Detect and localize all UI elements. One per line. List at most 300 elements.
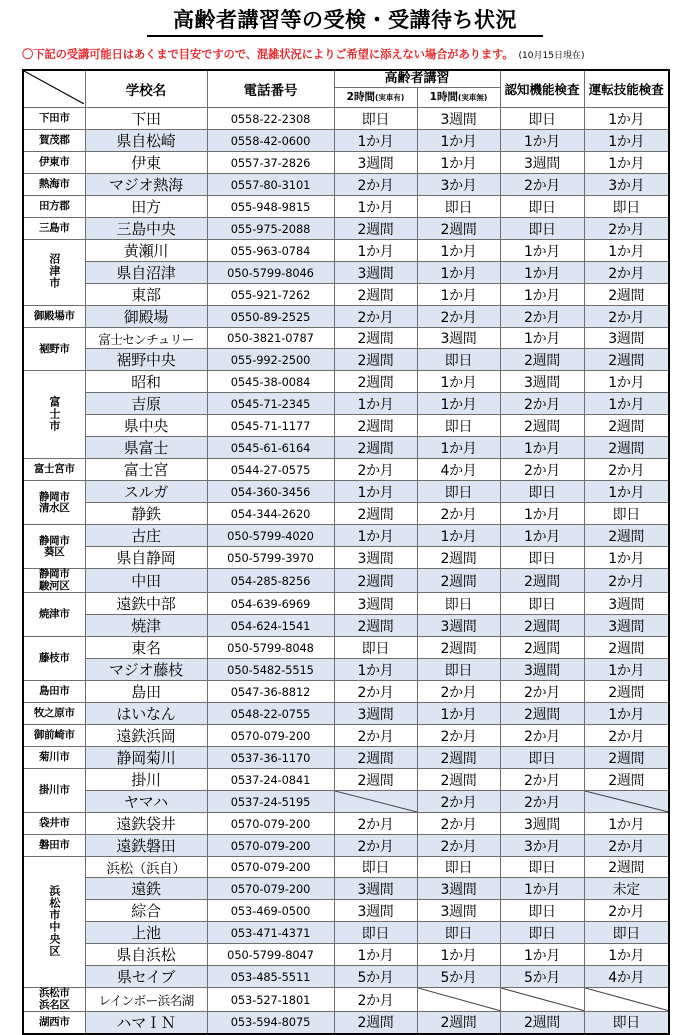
wait-course-2h-cell: 2か月	[334, 681, 417, 703]
wait-driving-cell: 2週間	[584, 769, 669, 791]
wait-cognitive-cell: 即日	[500, 196, 584, 218]
title-container	[22, 0, 668, 37]
city-label: 磐田市	[23, 835, 85, 857]
wait-course-2h-cell: 3週間	[334, 547, 417, 569]
wait-driving-cell: 即日	[584, 922, 669, 944]
wait-cognitive-cell: 2か月	[500, 393, 584, 415]
wait-course-2h-cell: 2か月	[334, 306, 417, 328]
wait-driving-cell: 2か月	[584, 459, 669, 481]
wait-course-2h-cell: 2週間	[334, 747, 417, 769]
table-row	[23, 108, 669, 130]
wait-cognitive-cell: 3週間	[500, 813, 584, 835]
school-name-cell: レインボー浜名湖	[85, 988, 207, 1012]
table-header	[23, 70, 669, 108]
notice-row	[22, 46, 668, 62]
wait-cognitive-cell: 即日	[500, 922, 584, 944]
wait-cognitive-cell: 3か月	[500, 835, 584, 857]
col-course-1h	[417, 88, 500, 108]
school-name-cell: 富士センチュリー	[85, 328, 207, 349]
wait-course-1h-cell: 3週間	[417, 328, 500, 349]
wait-driving-cell: 2週間	[584, 525, 669, 547]
wait-driving-cell: 3か月	[584, 174, 669, 196]
wait-course-1h-cell: 2か月	[417, 835, 500, 857]
school-name-cell: 県自沼津	[85, 262, 207, 284]
wait-course-1h-cell: 3週間	[417, 108, 500, 130]
school-name-cell: 御殿場	[85, 306, 207, 328]
wait-course-2h-cell: 2か月	[334, 174, 417, 196]
school-name-cell: 古庄	[85, 525, 207, 547]
wait-course-1h-cell: 3週間	[417, 615, 500, 637]
wait-cognitive-cell: 1か月	[500, 878, 584, 900]
telephone-cell: 050-5799-3970	[207, 547, 334, 569]
wait-course-2h-cell: 1か月	[334, 196, 417, 218]
wait-course-2h-cell: 2週間	[334, 349, 417, 371]
table-row	[23, 284, 669, 306]
school-name-cell: 遠鉄袋井	[85, 813, 207, 835]
city-label: 湖西市	[23, 1011, 85, 1034]
wait-course-2h-cell: 2週間	[334, 437, 417, 459]
telephone-cell: 055-921-7262	[207, 284, 334, 306]
table-row	[23, 328, 669, 349]
wait-cognitive-cell: 2か月	[500, 681, 584, 703]
school-name-cell: 県セイブ	[85, 966, 207, 988]
col-course-2h	[334, 88, 417, 108]
wait-course-2h-cell: 即日	[334, 857, 417, 878]
wait-course-2h-cell: 即日	[334, 108, 417, 130]
wait-course-2h-cell: 2週間	[334, 615, 417, 637]
wait-driving-cell: 2か月	[584, 835, 669, 857]
wait-course-1h-cell: 2週間	[417, 637, 500, 659]
school-name-cell: 東名	[85, 637, 207, 659]
wait-course-1h-cell: 即日	[417, 415, 500, 437]
wait-cognitive-cell: 2週間	[500, 569, 584, 593]
table-row	[23, 503, 669, 525]
school-name-cell: ハマＩＮ	[85, 1011, 207, 1034]
table-row	[23, 130, 669, 152]
col-course-group: 高齢者講習	[334, 70, 500, 88]
wait-driving-cell: 2週間	[584, 415, 669, 437]
wait-cognitive-cell	[500, 988, 584, 1012]
wait-cognitive-cell: 1か月	[500, 262, 584, 284]
city-label: 田方郡	[23, 196, 85, 218]
wait-cognitive-cell: 2週間	[500, 415, 584, 437]
wait-driving-cell: 2週間	[584, 637, 669, 659]
wait-driving-cell: 2週間	[584, 349, 669, 371]
city-label: 御殿場市	[23, 306, 85, 328]
table-row	[23, 459, 669, 481]
wait-course-1h-cell: 2週間	[417, 547, 500, 569]
school-name-cell: マジオ熱海	[85, 174, 207, 196]
city-label: 三島市	[23, 218, 85, 240]
school-name-cell: 中田	[85, 569, 207, 593]
city-label: 静岡市 駿河区	[23, 569, 85, 593]
school-name-cell: 下田	[85, 108, 207, 130]
wait-cognitive-cell: 即日	[500, 593, 584, 615]
wait-course-1h-cell: 1か月	[417, 703, 500, 725]
wait-driving-cell: 2か月	[584, 306, 669, 328]
wait-driving-cell: 1か月	[584, 703, 669, 725]
table-row	[23, 481, 669, 503]
school-name-cell: 県自松崎	[85, 130, 207, 152]
wait-driving-cell	[584, 791, 669, 813]
col-driving-test: 運転技能検査	[584, 70, 669, 108]
wait-driving-cell: 1か月	[584, 152, 669, 174]
table-row	[23, 437, 669, 459]
table-row	[23, 835, 669, 857]
wait-course-2h-cell: 3週間	[334, 878, 417, 900]
table-body	[23, 108, 669, 1034]
table-row	[23, 569, 669, 593]
telephone-cell: 0557-37-2826	[207, 152, 334, 174]
school-name-cell: 東部	[85, 284, 207, 306]
wait-driving-cell: 2か月	[584, 262, 669, 284]
school-name-cell: はいなん	[85, 703, 207, 725]
telephone-cell: 055-948-9815	[207, 196, 334, 218]
telephone-cell: 0570-079-200	[207, 878, 334, 900]
table-row	[23, 415, 669, 437]
school-name-cell: マジオ藤枝	[85, 659, 207, 681]
telephone-cell: 053-485-5511	[207, 966, 334, 988]
telephone-cell: 050-5482-5515	[207, 659, 334, 681]
wait-cognitive-cell: 2か月	[500, 791, 584, 813]
city-label	[23, 857, 85, 988]
city-label-vertical: 浜松市中央区	[47, 884, 61, 957]
wait-driving-cell: 1か月	[584, 240, 669, 262]
wait-driving-cell: 2週間	[584, 284, 669, 306]
wait-driving-cell: 即日	[584, 1011, 669, 1034]
wait-course-1h-cell: 1か月	[417, 240, 500, 262]
table-row	[23, 813, 669, 835]
table-row	[23, 525, 669, 547]
wait-course-2h-cell: 2週間	[334, 218, 417, 240]
wait-driving-cell: 1か月	[584, 813, 669, 835]
wait-driving-cell: 2週間	[584, 747, 669, 769]
telephone-cell: 0545-71-2345	[207, 393, 334, 415]
wait-cognitive-cell: 2か月	[500, 306, 584, 328]
wait-driving-cell: 1か月	[584, 547, 669, 569]
wait-course-1h-cell: 即日	[417, 659, 500, 681]
wait-driving-cell: 1か月	[584, 481, 669, 503]
city-label: 牧之原市	[23, 703, 85, 725]
telephone-cell: 0545-38-0084	[207, 371, 334, 393]
wait-course-1h-cell: 2週間	[417, 1011, 500, 1034]
telephone-cell: 054-344-2620	[207, 503, 334, 525]
table-row	[23, 900, 669, 922]
wait-course-2h-cell: 3週間	[334, 703, 417, 725]
table-row	[23, 593, 669, 615]
wait-cognitive-cell: 2か月	[500, 769, 584, 791]
city-label: 賀茂郡	[23, 130, 85, 152]
wait-course-1h-cell: 5か月	[417, 966, 500, 988]
telephone-cell: 0537-24-5195	[207, 791, 334, 813]
wait-course-2h-cell: 2週間	[334, 415, 417, 437]
city-label: 熱海市	[23, 174, 85, 196]
wait-cognitive-cell: 即日	[500, 108, 584, 130]
school-name-cell: ヤマハ	[85, 791, 207, 813]
telephone-cell: 053-469-0500	[207, 900, 334, 922]
wait-course-1h-cell: 2週間	[417, 569, 500, 593]
table-row	[23, 747, 669, 769]
school-name-cell: 遠鉄浜岡	[85, 725, 207, 747]
school-name-cell: 黄瀬川	[85, 240, 207, 262]
wait-course-2h-cell: 1か月	[334, 944, 417, 966]
telephone-cell: 053-527-1801	[207, 988, 334, 1012]
wait-cognitive-cell: 2週間	[500, 1011, 584, 1034]
telephone-cell: 0548-22-0755	[207, 703, 334, 725]
wait-driving-cell: 1か月	[584, 659, 669, 681]
wait-course-1h-cell: 3か月	[417, 174, 500, 196]
wait-course-1h-cell: 1か月	[417, 130, 500, 152]
school-name-cell: 県中央	[85, 415, 207, 437]
wait-course-2h-cell: 2週間	[334, 328, 417, 349]
wait-driving-cell: 1か月	[584, 108, 669, 130]
wait-driving-cell: 2か月	[584, 725, 669, 747]
school-name-cell: 県自静岡	[85, 547, 207, 569]
wait-course-1h-cell: 1か月	[417, 525, 500, 547]
table-row	[23, 174, 669, 196]
wait-driving-cell: 1か月	[584, 944, 669, 966]
table-row	[23, 240, 669, 262]
school-name-cell: 島田	[85, 681, 207, 703]
wait-course-1h-cell: 即日	[417, 857, 500, 878]
school-name-cell: 伊東	[85, 152, 207, 174]
table-row	[23, 659, 669, 681]
wait-course-2h-cell: 2週間	[334, 371, 417, 393]
table-row	[23, 791, 669, 813]
wait-cognitive-cell: 1か月	[500, 944, 584, 966]
wait-course-2h-cell: 1か月	[334, 481, 417, 503]
wait-course-2h-cell	[334, 791, 417, 813]
city-label: 焼津市	[23, 593, 85, 637]
table-row	[23, 681, 669, 703]
table-row	[23, 857, 669, 878]
school-name-cell: 県富士	[85, 437, 207, 459]
telephone-cell: 055-963-0784	[207, 240, 334, 262]
wait-driving-cell: 1か月	[584, 371, 669, 393]
city-label-vertical: 沼津市	[47, 253, 61, 290]
telephone-cell: 0570-079-200	[207, 813, 334, 835]
city-label: 静岡市 清水区	[23, 481, 85, 525]
telephone-cell: 0570-079-200	[207, 857, 334, 878]
wait-cognitive-cell: 1か月	[500, 130, 584, 152]
table-row	[23, 725, 669, 747]
table-row	[23, 615, 669, 637]
telephone-cell: 054-624-1541	[207, 615, 334, 637]
col-course-2h-label: 2時間	[346, 91, 375, 104]
wait-cognitive-cell: 1か月	[500, 525, 584, 547]
telephone-cell: 0537-24-0841	[207, 769, 334, 791]
wait-cognitive-cell: 2週間	[500, 637, 584, 659]
wait-course-2h-cell: 3週間	[334, 262, 417, 284]
city-label: 菊川市	[23, 747, 85, 769]
school-name-cell: 遠鉄磐田	[85, 835, 207, 857]
city-label-vertical: 富士市	[47, 395, 61, 432]
city-label: 富士宮市	[23, 459, 85, 481]
wait-driving-cell: 2週間	[584, 681, 669, 703]
wait-course-2h-cell: 1か月	[334, 659, 417, 681]
telephone-cell: 054-639-6969	[207, 593, 334, 615]
wait-driving-cell: 1か月	[584, 393, 669, 415]
table-row	[23, 878, 669, 900]
table-row	[23, 966, 669, 988]
col-course-2h-note: (実車有)	[374, 93, 405, 103]
telephone-cell: 054-360-3456	[207, 481, 334, 503]
header-row-1	[23, 70, 669, 88]
school-name-cell: 綜合	[85, 900, 207, 922]
wait-course-1h-cell: 2か月	[417, 503, 500, 525]
city-label: 島田市	[23, 681, 85, 703]
school-name-cell: 静岡菊川	[85, 747, 207, 769]
wait-cognitive-cell: 3週間	[500, 371, 584, 393]
city-label: 袋井市	[23, 813, 85, 835]
wait-driving-cell: 2週間	[584, 857, 669, 878]
table-row	[23, 218, 669, 240]
wait-course-2h-cell: 1か月	[334, 393, 417, 415]
city-label: 静岡市 葵区	[23, 525, 85, 569]
wait-cognitive-cell: 即日	[500, 547, 584, 569]
wait-cognitive-cell: 2週間	[500, 349, 584, 371]
city-label: 藤枝市	[23, 637, 85, 681]
wait-course-2h-cell: 2か月	[334, 725, 417, 747]
table-row	[23, 922, 669, 944]
wait-cognitive-cell: 2か月	[500, 174, 584, 196]
wait-course-1h-cell	[417, 988, 500, 1012]
telephone-cell: 053-594-8075	[207, 1011, 334, 1034]
wait-cognitive-cell: 3週間	[500, 659, 584, 681]
school-name-cell: 富士宮	[85, 459, 207, 481]
wait-course-1h-cell: 即日	[417, 481, 500, 503]
table-row	[23, 196, 669, 218]
table-row	[23, 152, 669, 174]
telephone-cell: 055-992-2500	[207, 349, 334, 371]
wait-cognitive-cell: 即日	[500, 857, 584, 878]
wait-course-2h-cell: 2週間	[334, 569, 417, 593]
wait-cognitive-cell: 即日	[500, 900, 584, 922]
city-label: 御前崎市	[23, 725, 85, 747]
wait-driving-cell: 即日	[584, 196, 669, 218]
telephone-cell: 050-5799-4020	[207, 525, 334, 547]
school-name-cell: 上池	[85, 922, 207, 944]
wait-cognitive-cell: 即日	[500, 218, 584, 240]
table-row	[23, 944, 669, 966]
city-label	[23, 240, 85, 306]
city-label: 伊東市	[23, 152, 85, 174]
wait-driving-cell: 未定	[584, 878, 669, 900]
table-row	[23, 262, 669, 284]
wait-driving-cell: 4か月	[584, 966, 669, 988]
wait-course-1h-cell: 4か月	[417, 459, 500, 481]
table-row	[23, 306, 669, 328]
wait-course-2h-cell: 3週間	[334, 152, 417, 174]
wait-cognitive-cell: 3週間	[500, 152, 584, 174]
telephone-cell: 0545-71-1177	[207, 415, 334, 437]
wait-course-1h-cell: 即日	[417, 593, 500, 615]
wait-course-1h-cell: 2週間	[417, 218, 500, 240]
wait-course-2h-cell: 2か月	[334, 988, 417, 1012]
telephone-cell: 050-3821-0787	[207, 328, 334, 349]
wait-driving-cell: 2週間	[584, 437, 669, 459]
wait-course-1h-cell: 2か月	[417, 681, 500, 703]
wait-course-1h-cell: 1か月	[417, 944, 500, 966]
wait-course-1h-cell: 即日	[417, 196, 500, 218]
wait-cognitive-cell: 即日	[500, 481, 584, 503]
wait-driving-cell: 2か月	[584, 900, 669, 922]
wait-driving-cell: 2か月	[584, 218, 669, 240]
school-name-cell: 裾野中央	[85, 349, 207, 371]
telephone-cell: 0570-079-200	[207, 725, 334, 747]
table-row	[23, 349, 669, 371]
table-row	[23, 988, 669, 1012]
wait-course-1h-cell: 2週間	[417, 747, 500, 769]
city-label: 掛川市	[23, 769, 85, 813]
telephone-cell: 0544-27-0575	[207, 459, 334, 481]
telephone-cell: 0558-22-2308	[207, 108, 334, 130]
wait-cognitive-cell: 2か月	[500, 459, 584, 481]
col-telephone: 電話番号	[207, 70, 334, 108]
wait-course-1h-cell: 1か月	[417, 262, 500, 284]
wait-driving-cell: 3週間	[584, 593, 669, 615]
wait-cognitive-cell: 1か月	[500, 503, 584, 525]
school-name-cell: 浜松（浜自）	[85, 857, 207, 878]
wait-course-1h-cell: 3週間	[417, 878, 500, 900]
wait-driving-cell	[584, 988, 669, 1012]
city-label	[23, 371, 85, 459]
wait-course-1h-cell: 2か月	[417, 791, 500, 813]
wait-driving-cell: 即日	[584, 503, 669, 525]
wait-driving-cell: 3週間	[584, 328, 669, 349]
table-row	[23, 371, 669, 393]
col-school-name: 学校名	[85, 70, 207, 108]
wait-cognitive-cell: 1か月	[500, 437, 584, 459]
city-label: 浜松市 浜名区	[23, 988, 85, 1012]
table-row	[23, 703, 669, 725]
notice-text: 〇下記の受講可能日はあくまで目安ですので、混雑状況によりご希望に添えない場合があります。	[22, 48, 514, 62]
wait-course-1h-cell: 2週間	[417, 769, 500, 791]
wait-cognitive-cell: 1か月	[500, 284, 584, 306]
table-row	[23, 1011, 669, 1034]
school-name-cell: 遠鉄	[85, 878, 207, 900]
wait-course-1h-cell: 2か月	[417, 306, 500, 328]
wait-course-1h-cell: 即日	[417, 349, 500, 371]
school-name-cell: 吉原	[85, 393, 207, 415]
col-cognitive-test: 認知機能検査	[500, 70, 584, 108]
page-title: 高齢者講習等の受検・受講待ち状況	[147, 7, 543, 37]
telephone-cell: 055-975-2088	[207, 218, 334, 240]
telephone-cell: 050-5799-8048	[207, 637, 334, 659]
wait-driving-cell: 3週間	[584, 615, 669, 637]
wait-cognitive-cell: 2週間	[500, 615, 584, 637]
telephone-cell: 0550-89-2525	[207, 306, 334, 328]
wait-course-1h-cell: 1か月	[417, 284, 500, 306]
city-label: 裾野市	[23, 328, 85, 371]
wait-cognitive-cell: 2週間	[500, 703, 584, 725]
telephone-cell: 053-471-4371	[207, 922, 334, 944]
school-name-cell: 焼津	[85, 615, 207, 637]
wait-course-1h-cell: 1か月	[417, 152, 500, 174]
wait-course-1h-cell: 2か月	[417, 813, 500, 835]
wait-course-2h-cell: 5か月	[334, 966, 417, 988]
table-row	[23, 393, 669, 415]
wait-driving-cell: 2か月	[584, 569, 669, 593]
wait-course-2h-cell: 2か月	[334, 459, 417, 481]
wait-course-2h-cell: 3週間	[334, 593, 417, 615]
wait-course-2h-cell: 1か月	[334, 525, 417, 547]
wait-course-2h-cell: 2週間	[334, 769, 417, 791]
telephone-cell: 0547-36-8812	[207, 681, 334, 703]
wait-course-2h-cell: 2週間	[334, 1011, 417, 1034]
col-course-1h-label: 1時間	[429, 91, 458, 104]
table-row	[23, 769, 669, 791]
